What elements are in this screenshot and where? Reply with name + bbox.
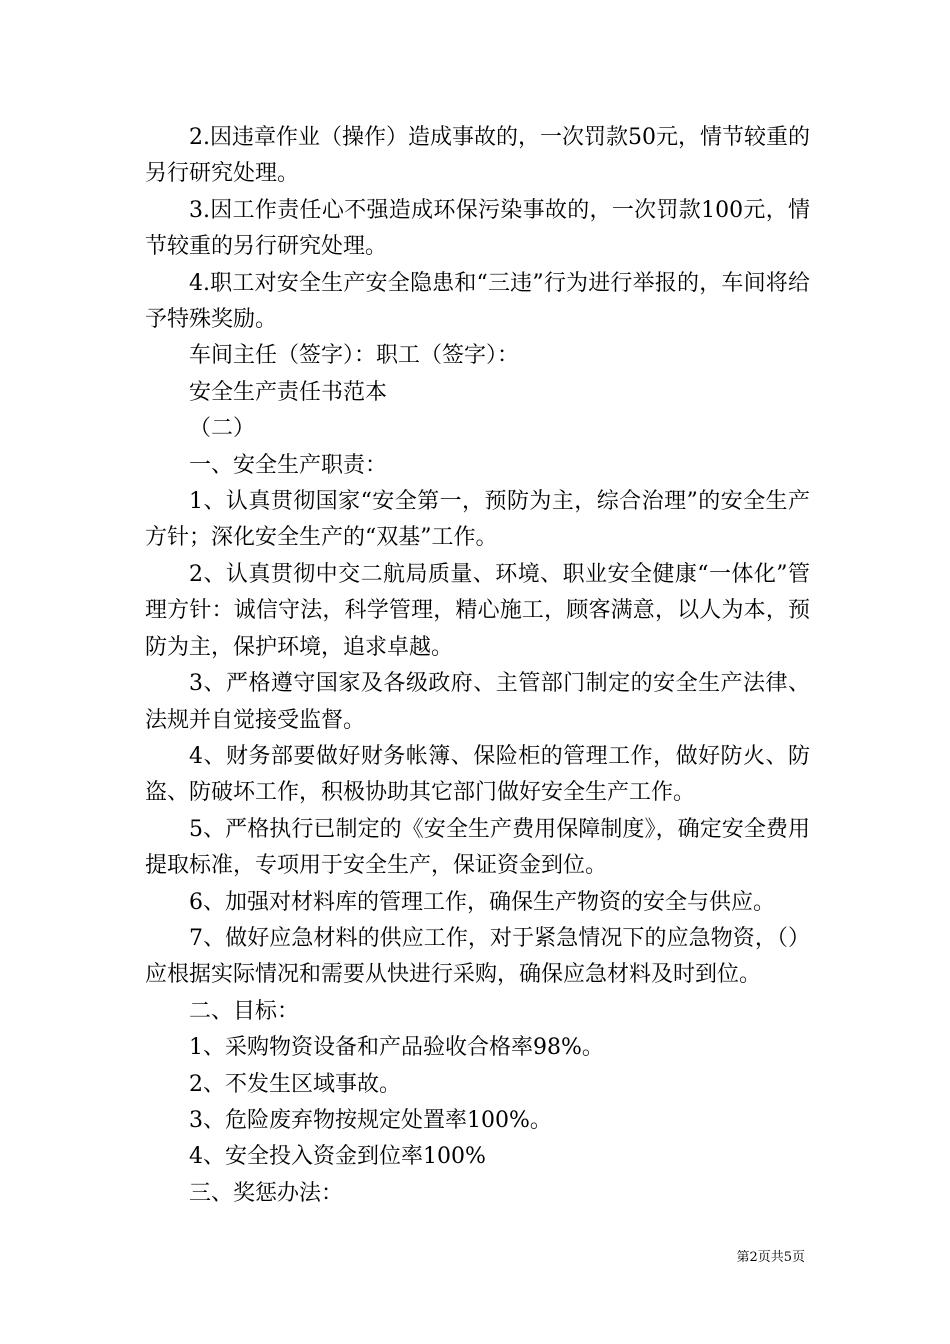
target-item-3: 3、危险废弃物按规定处置率100%。 <box>189 1107 552 1133</box>
duty-item-4: 4、财务部要做好财务帐簿、保险柜的管理工作，做好防火、防盗、防破坏工作，积极协助其它部门做好安全生产工作。 <box>145 743 810 806</box>
section-number: （二） <box>189 416 256 442</box>
heading-rewards-penalties: 三、奖惩办法： <box>189 1180 344 1206</box>
duty-item-2: 2、认真贯彻中交二航局质量、环境、职业安全健康“一体化”管理方针：诚信守法，科学管理，精心施工，顾客满意，以人为本，预防为主，保护环境，追求卓越。 <box>145 561 810 660</box>
paragraph-penalty-pollution: 3.因工作责任心不强造成环保污染事故的，一次罚款100元，情节较重的另行研究处理。 <box>145 197 810 260</box>
heading-safety-duties: 一、安全生产职责： <box>189 452 388 478</box>
duty-item-1: 1、认真贯彻国家“安全第一，预防为主，综合治理”的安全生产方针；深化安全生产的“双基”工作。 <box>145 489 810 551</box>
page-number: 第2页共5页 <box>736 1250 805 1265</box>
document-body <box>145 120 810 1212</box>
duty-item-6: 6、加强对材料库的管理工作，确保生产物资的安全与供应。 <box>189 889 775 915</box>
duty-item-5: 5、严格执行已制定的《安全生产费用保障制度》，确定安全费用提取标准，专项用于安全生产，保证资金到位。 <box>145 816 810 879</box>
signature-line: 车间主任（签字）：职工（签字）： <box>189 343 520 369</box>
paragraph-reward-report: 4.职工对安全生产安全隐患和“三违”行为进行举报的，车间将给予特殊奖励。 <box>145 270 810 333</box>
duty-item-7: 7、做好应急材料的供应工作，对于紧急情况下的应急物资，（）应根据实际情况和需要从快进行采购，确保应急材料及时到位。 <box>145 925 810 988</box>
section-title: 安全生产责任书范本 <box>189 379 388 405</box>
duty-item-3: 3、严格遵守国家及各级政府、主管部门制定的安全生产法律、法规并自觉接受监督。 <box>145 671 810 733</box>
target-item-4: 4、安全投入资金到位率100% <box>189 1144 486 1170</box>
heading-targets: 二、目标： <box>189 998 300 1024</box>
paragraph-penalty-violation: 2.因违章作业（操作）造成事故的，一次罚款50元，情节较重的另行研究处理。 <box>145 125 810 187</box>
target-item-2: 2、不发生区域事故。 <box>189 1071 401 1097</box>
target-item-1: 1、采购物资设备和产品验收合格率98%。 <box>189 1035 604 1061</box>
